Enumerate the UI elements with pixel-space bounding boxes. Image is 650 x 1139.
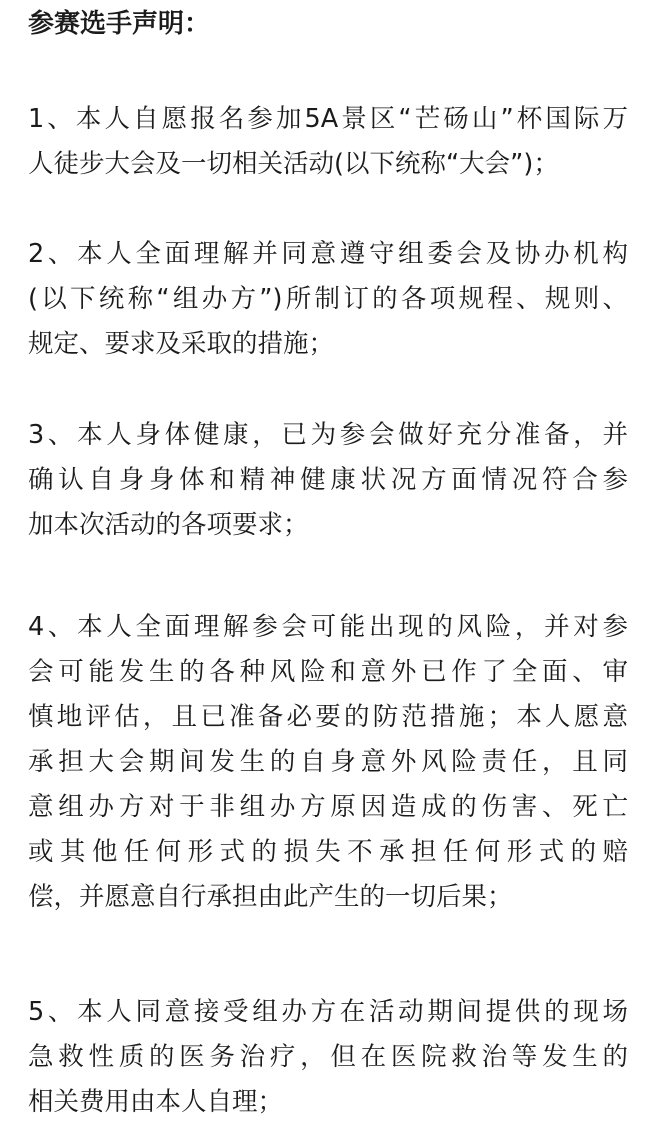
clause-5 bbox=[28, 990, 628, 1125]
page-title: 参赛选手声明： bbox=[28, 9, 211, 39]
clause-4-line-2: 会可能发生的各种风险和意外已作了全面、审 bbox=[28, 657, 628, 687]
clause-1-line-1: 1、本人自愿报名参加5A景区“芒砀山”杯国际万 bbox=[28, 104, 628, 134]
clause-2-line-2: (以下统称“组办方”)所制订的各项规程、规则、 bbox=[28, 284, 628, 314]
clause-4-line-5: 意组办方对于非组办方原因造成的伤害、死亡 bbox=[28, 792, 628, 822]
clause-4-line-7: 偿，并愿意自行承担由此产生的一切后果； bbox=[28, 882, 513, 912]
clause-4-line-1: 4、本人全面理解参会可能出现的风险，并对参 bbox=[28, 612, 628, 642]
clause-2-line-1: 2、本人全面理解并同意遵守组委会及协办机构 bbox=[28, 239, 628, 269]
clause-5-line-3: 相关费用由本人自理； bbox=[28, 1087, 284, 1117]
clause-3 bbox=[28, 413, 628, 548]
clause-4 bbox=[28, 605, 628, 920]
clause-5-line-2: 急救性质的医务治疗，但在医院救治等发生的 bbox=[28, 1042, 628, 1072]
clause-3-line-1: 3、本人身体健康，已为参会做好充分准备，并 bbox=[28, 420, 628, 450]
clause-5-line-1: 5、本人同意接受组办方在活动期间提供的现场 bbox=[28, 997, 628, 1027]
clause-3-line-2: 确认自身身体和精神健康状况方面情况符合参 bbox=[28, 465, 628, 495]
clause-2-line-3: 规定、要求及采取的措施； bbox=[28, 329, 335, 359]
clause-4-line-3: 慎地评估，且已准备必要的防范措施；本人愿意 bbox=[28, 702, 628, 732]
clause-3-line-3: 加本次活动的各项要求； bbox=[28, 510, 309, 540]
clause-1 bbox=[28, 97, 628, 187]
clause-4-line-4: 承担大会期间发生的自身意外风险责任，且同 bbox=[28, 747, 628, 777]
clause-2 bbox=[28, 232, 628, 367]
clause-4-line-6: 或其他任何形式的损失不承担任何形式的赔 bbox=[28, 837, 628, 867]
clause-1-line-2: 人徒步大会及一切相关活动(以下统称“大会”)； bbox=[28, 149, 559, 179]
